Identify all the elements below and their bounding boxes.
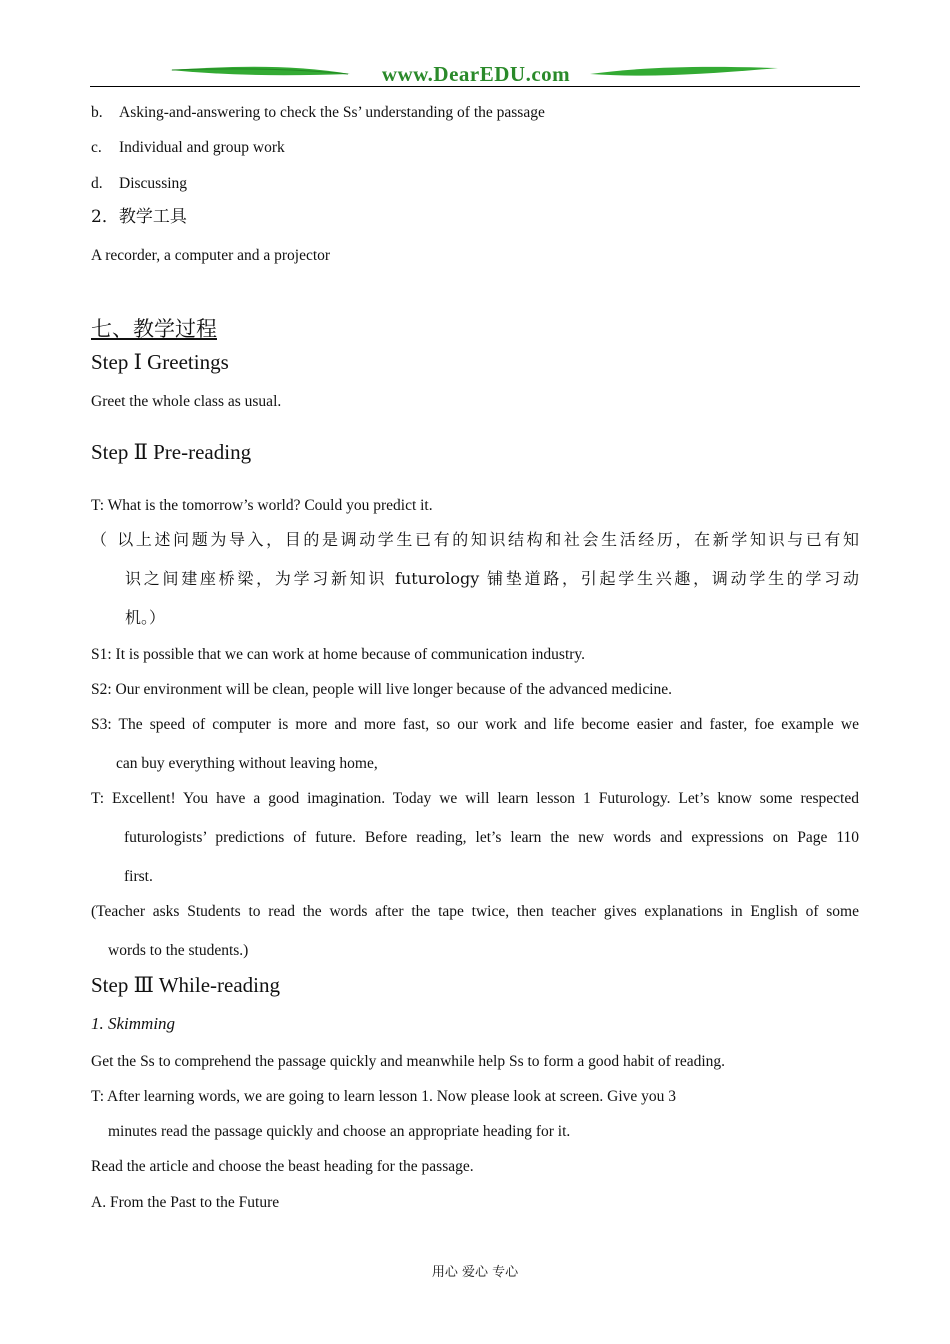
step2-t1: T: What is the tomorrow’s world? Could you predict it. <box>91 497 433 514</box>
step2-note-line3: 机。） <box>125 608 166 627</box>
step3-title: Step Ⅲ While-reading <box>91 973 280 997</box>
page-footer: 用心 爱心 专心 <box>431 1265 519 1280</box>
step2-note-line2: 识之间建座桥梁，为学习新知识 futurology 铺垫道路，引起学生兴趣，调动学生的学习动 <box>125 569 859 588</box>
list-item: b. Asking-and-answering to check the Ss’ understanding of the passage <box>91 104 545 121</box>
step2-s3-line1: S3: The speed of computer is more and more fast, so our work and life become easier and faster, foe example we <box>91 716 859 733</box>
step2-note-line1: （ 以上述问题为导入，目的是调动学生已有的知识结构和社会生活经历，在新学知识与已有知 <box>91 530 859 549</box>
step2-s3-line2: can buy everything without leaving home, <box>116 755 378 772</box>
tools-heading: 2．教学工具 <box>91 207 187 227</box>
step2-paren-line1: (Teacher asks Students to read the words after the tape twice, then teacher gives explanations in English of some <box>91 903 859 920</box>
step2-t2-line1: T: Excellent! You have a good imagination. Today we will learn lesson 1 Futurology. Let’s know some respected <box>91 790 859 807</box>
site-logo[interactable]: www.DearEDU.com <box>381 62 571 86</box>
step2-paren-line2: words to the students.) <box>108 942 249 959</box>
process-heading: 七、教学过程 <box>91 317 217 341</box>
step2-s1: S1: It is possible that we can work at home because of communication industry. <box>91 646 586 663</box>
step3-p2: Read the article and choose the beast heading for the passage. <box>91 1158 474 1175</box>
step2-s2: S2: Our environment will be clean, people will live longer because of the advanced medicine. <box>91 681 673 698</box>
step3-p1: Get the Ss to comprehend the passage quickly and meanwhile help Ss to form a good habit of reading. <box>91 1053 726 1070</box>
step2-t2-line3: first. <box>124 868 153 885</box>
tools-text: A recorder, a computer and a projector <box>91 247 331 264</box>
step2-title: Step Ⅱ Pre-reading <box>91 440 252 464</box>
list-item: d. Discussing <box>91 175 188 192</box>
step3-option-a: A. From the Past to the Future <box>91 1194 280 1211</box>
list-item: c. Individual and group work <box>91 139 285 156</box>
step3-t-line1: T: After learning words, we are going to learn lesson 1. Now please look at screen. Give you 3 <box>91 1088 677 1105</box>
header-rule <box>90 86 860 87</box>
step2-t2-line2: futurologists’ predictions of future. Before reading, let’s learn the new words and expressions on Page 110 <box>124 829 859 846</box>
step3-t-line2: minutes read the passage quickly and choose an appropriate heading for it. <box>108 1123 571 1140</box>
step1-title: Step Ⅰ Greetings <box>91 350 229 374</box>
step1-text: Greet the whole class as usual. <box>91 393 282 410</box>
step3-subheading: 1. Skimming <box>91 1014 176 1033</box>
